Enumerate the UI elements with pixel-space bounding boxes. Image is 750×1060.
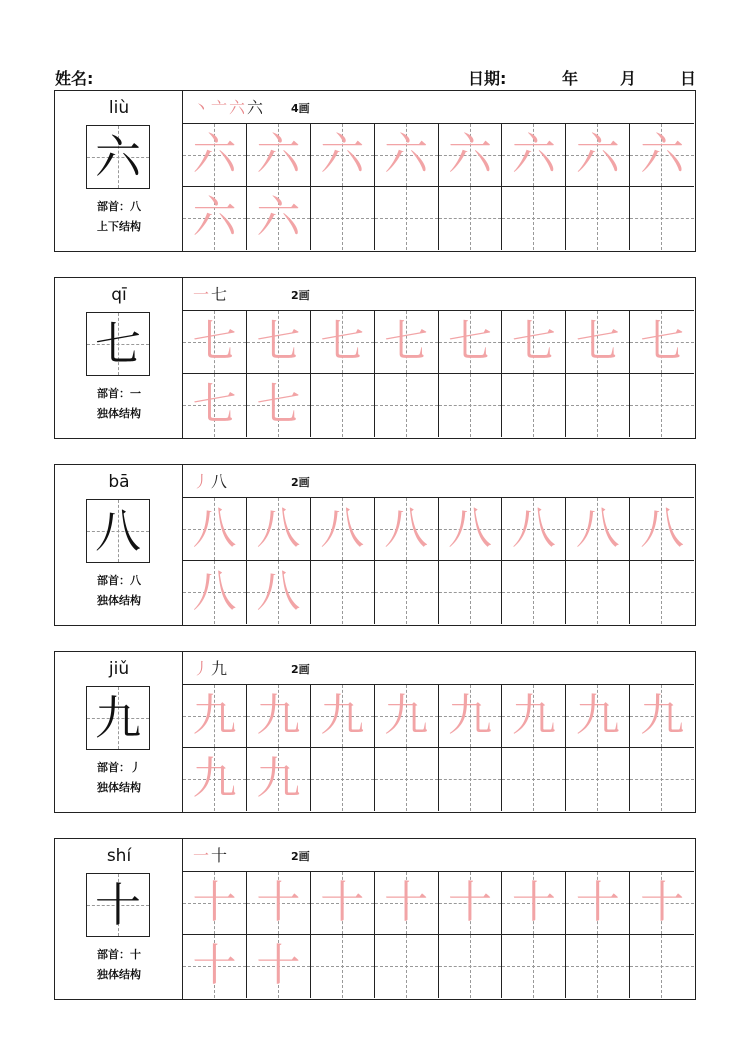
model-character: 十: [95, 878, 141, 932]
stroke-sequence: [193, 656, 229, 679]
structure-label: 独体结构: [97, 781, 141, 794]
trace-character: 七: [256, 316, 301, 367]
stroke-count: 4画: [291, 102, 310, 115]
practice-cell[interactable]: [375, 187, 439, 250]
radical-label: 部首：八: [97, 200, 141, 213]
practice-grid: [183, 124, 694, 250]
practice-cell[interactable]: [375, 935, 439, 998]
practice-cell[interactable]: [439, 872, 503, 935]
practice-cell[interactable]: [439, 374, 503, 437]
stroke-step: 十: [211, 846, 230, 865]
practice-cell[interactable]: [247, 187, 311, 250]
practice-cell[interactable]: [439, 935, 503, 998]
stroke-step: 亠: [211, 98, 230, 117]
stroke-step: 七: [211, 285, 230, 304]
trace-character: 十: [511, 877, 556, 928]
practice-cell[interactable]: [566, 187, 630, 250]
practice-row: [183, 124, 694, 187]
practice-cell[interactable]: [375, 374, 439, 437]
practice-cell[interactable]: [247, 685, 311, 748]
structure-label: 独体结构: [97, 594, 141, 607]
radical-label: 部首：十: [97, 948, 141, 961]
character-info: [55, 839, 183, 999]
practice-cell[interactable]: [311, 561, 375, 624]
stroke-order-row: [183, 839, 694, 872]
practice-cell[interactable]: [630, 374, 694, 437]
pinyin: liù: [108, 98, 130, 118]
trace-character: 八: [256, 566, 301, 617]
practice-cell[interactable]: [375, 872, 439, 935]
trace-character: 六: [640, 129, 685, 180]
practice-row: [183, 311, 694, 374]
trace-character: 六: [256, 129, 301, 180]
practice-row: [183, 748, 694, 811]
guide-line-vertical: [661, 748, 662, 811]
character-block: [54, 464, 696, 626]
practice-grid: [183, 685, 694, 811]
trace-character: 十: [384, 877, 429, 928]
practice-cell[interactable]: [183, 187, 247, 250]
practice-cell[interactable]: [439, 498, 503, 561]
model-character: 八: [95, 504, 141, 558]
practice-row: [183, 685, 694, 748]
stroke-count: 2画: [291, 476, 310, 489]
model-character-box: [86, 312, 150, 376]
practice-cell[interactable]: [183, 498, 247, 561]
character-block: [54, 90, 696, 252]
guide-line-vertical: [342, 187, 343, 250]
practice-cell[interactable]: [247, 561, 311, 624]
practice-grid: [183, 872, 694, 998]
radical-label: 部首：丿: [97, 761, 141, 774]
stroke-step: 八: [211, 472, 230, 491]
guide-line-vertical: [661, 374, 662, 437]
radical-label: 部首：一: [97, 387, 141, 400]
guide-line-vertical: [470, 935, 471, 998]
character-block: [54, 651, 696, 813]
trace-character: 六: [320, 129, 365, 180]
stroke-step: 六: [247, 98, 266, 117]
stroke-step: 一: [193, 846, 212, 865]
practice-cell[interactable]: [311, 187, 375, 250]
practice-cell[interactable]: [566, 124, 630, 187]
month-label: 月: [620, 69, 637, 88]
guide-line-vertical: [661, 561, 662, 624]
trace-character: 九: [192, 753, 237, 804]
practice-cell[interactable]: [311, 124, 375, 187]
trace-character: 十: [192, 877, 237, 928]
trace-character: 九: [640, 690, 685, 741]
model-character: 九: [95, 691, 141, 745]
guide-line-vertical: [470, 561, 471, 624]
practice-grid: [183, 498, 694, 624]
pinyin: qī: [111, 285, 127, 305]
practice-cell[interactable]: [183, 935, 247, 998]
practice-cell[interactable]: [311, 872, 375, 935]
trace-character: 八: [511, 503, 556, 554]
practice-grid: [183, 311, 694, 437]
guide-line-vertical: [342, 561, 343, 624]
trace-character: 八: [640, 503, 685, 554]
stroke-order-row: [183, 652, 694, 685]
guide-line-vertical: [597, 374, 598, 437]
practice-cell[interactable]: [247, 311, 311, 374]
stroke-step: 丶: [193, 98, 212, 117]
practice-cell[interactable]: [566, 748, 630, 811]
practice-cell[interactable]: [439, 748, 503, 811]
trace-character: 九: [320, 690, 365, 741]
pinyin: shí: [106, 846, 132, 866]
practice-cell[interactable]: [183, 561, 247, 624]
practice-cell[interactable]: [311, 374, 375, 437]
guide-line-vertical: [406, 935, 407, 998]
practice-cell[interactable]: [566, 498, 630, 561]
practice-cell[interactable]: [247, 872, 311, 935]
practice-cell[interactable]: [502, 872, 566, 935]
practice-cell[interactable]: [566, 935, 630, 998]
trace-character: 九: [256, 690, 301, 741]
stroke-step: 一: [193, 285, 212, 304]
stroke-order-row: [183, 278, 694, 311]
practice-cell[interactable]: [630, 561, 694, 624]
stroke-sequence: [193, 95, 265, 118]
trace-character: 七: [447, 316, 492, 367]
trace-character: 八: [384, 503, 429, 554]
practice-row: [183, 935, 694, 998]
trace-character: 八: [192, 566, 237, 617]
practice-cell[interactable]: [247, 124, 311, 187]
practice-cell[interactable]: [439, 685, 503, 748]
stroke-step: 丿: [193, 472, 212, 491]
practice-cell[interactable]: [630, 124, 694, 187]
practice-cell[interactable]: [502, 935, 566, 998]
guide-line-vertical: [470, 374, 471, 437]
stroke-count: 2画: [291, 663, 310, 676]
trace-character: 九: [192, 690, 237, 741]
practice-cell[interactable]: [566, 374, 630, 437]
practice-cell[interactable]: [183, 872, 247, 935]
model-character: 六: [95, 130, 141, 184]
trace-character: 七: [384, 316, 429, 367]
trace-character: 八: [447, 503, 492, 554]
model-character-box: [86, 125, 150, 189]
practice-cell[interactable]: [247, 374, 311, 437]
model-character-box: [86, 499, 150, 563]
practice-row: [183, 872, 694, 935]
guide-line-vertical: [470, 187, 471, 250]
character-block: [54, 838, 696, 1000]
practice-cell[interactable]: [183, 124, 247, 187]
character-info: [55, 278, 183, 438]
practice-cell[interactable]: [183, 748, 247, 811]
guide-line-vertical: [342, 748, 343, 811]
practice-cell[interactable]: [375, 311, 439, 374]
practice-cell[interactable]: [183, 311, 247, 374]
trace-character: 七: [575, 316, 620, 367]
guide-line-vertical: [597, 561, 598, 624]
stroke-sequence: [193, 469, 229, 492]
trace-character: 十: [192, 940, 237, 991]
practice-cell[interactable]: [311, 311, 375, 374]
trace-character: 六: [384, 129, 429, 180]
guide-line-vertical: [342, 935, 343, 998]
trace-character: 七: [511, 316, 556, 367]
trace-character: 六: [192, 129, 237, 180]
guide-line-vertical: [342, 374, 343, 437]
practice-cell[interactable]: [183, 685, 247, 748]
practice-cell[interactable]: [375, 498, 439, 561]
trace-character: 七: [640, 316, 685, 367]
practice-cell[interactable]: [630, 935, 694, 998]
stroke-order-row: [183, 91, 694, 124]
practice-cell[interactable]: [502, 498, 566, 561]
guide-line-vertical: [406, 561, 407, 624]
guide-line-vertical: [533, 187, 534, 250]
trace-character: 七: [192, 379, 237, 430]
practice-cell[interactable]: [311, 498, 375, 561]
guide-line-vertical: [533, 374, 534, 437]
practice-cell[interactable]: [439, 311, 503, 374]
pinyin: jiǔ: [108, 659, 130, 679]
practice-cell[interactable]: [502, 124, 566, 187]
trace-character: 八: [192, 503, 237, 554]
trace-character: 十: [256, 877, 301, 928]
trace-character: 九: [575, 690, 620, 741]
practice-cell[interactable]: [375, 124, 439, 187]
practice-row: [183, 561, 694, 624]
stroke-sequence: [193, 282, 229, 305]
practice-cell[interactable]: [247, 498, 311, 561]
trace-character: 十: [575, 877, 620, 928]
guide-line-vertical: [406, 748, 407, 811]
date-label: 日期:: [468, 69, 507, 88]
model-character-box: [86, 686, 150, 750]
guide-line-vertical: [470, 748, 471, 811]
practice-cell[interactable]: [502, 311, 566, 374]
name-label: 姓名:: [55, 69, 94, 88]
practice-cell[interactable]: [502, 561, 566, 624]
stroke-step: 丿: [193, 659, 212, 678]
character-info: [55, 465, 183, 625]
practice-row: [183, 187, 694, 250]
practice-cell[interactable]: [630, 187, 694, 250]
practice-row: [183, 498, 694, 561]
trace-character: 十: [256, 940, 301, 991]
practice-cell[interactable]: [375, 561, 439, 624]
practice-cell[interactable]: [566, 872, 630, 935]
character-info: [55, 91, 183, 251]
radical-label: 部首：八: [97, 574, 141, 587]
model-character-box: [86, 873, 150, 937]
trace-character: 十: [447, 877, 492, 928]
structure-label: 上下结构: [97, 220, 141, 233]
stroke-step: 九: [211, 659, 230, 678]
practice-row: [183, 374, 694, 437]
practice-cell[interactable]: [247, 935, 311, 998]
structure-label: 独体结构: [97, 407, 141, 420]
guide-line-vertical: [533, 748, 534, 811]
trace-character: 七: [192, 316, 237, 367]
day-label: 日: [680, 69, 697, 88]
practice-cell[interactable]: [566, 685, 630, 748]
trace-character: 六: [447, 129, 492, 180]
trace-character: 六: [511, 129, 556, 180]
trace-character: 九: [511, 690, 556, 741]
structure-label: 独体结构: [97, 968, 141, 981]
trace-character: 八: [320, 503, 365, 554]
trace-character: 六: [575, 129, 620, 180]
stroke-order-row: [183, 465, 694, 498]
guide-line-vertical: [597, 748, 598, 811]
practice-cell[interactable]: [502, 374, 566, 437]
trace-character: 九: [256, 753, 301, 804]
practice-cell[interactable]: [566, 311, 630, 374]
practice-cell[interactable]: [247, 748, 311, 811]
practice-cell[interactable]: [375, 748, 439, 811]
stroke-count: 2画: [291, 850, 310, 863]
guide-line-vertical: [597, 935, 598, 998]
trace-character: 六: [192, 192, 237, 243]
stroke-sequence: [193, 843, 229, 866]
trace-character: 十: [640, 877, 685, 928]
trace-character: 八: [256, 503, 301, 554]
guide-line-vertical: [406, 187, 407, 250]
trace-character: 七: [256, 379, 301, 430]
practice-cell[interactable]: [439, 124, 503, 187]
practice-cell[interactable]: [311, 685, 375, 748]
guide-line-vertical: [533, 561, 534, 624]
trace-character: 九: [384, 690, 429, 741]
stroke-step: 六: [229, 98, 248, 117]
practice-cell[interactable]: [502, 748, 566, 811]
practice-cell[interactable]: [439, 187, 503, 250]
trace-character: 七: [320, 316, 365, 367]
model-character: 七: [95, 317, 141, 371]
trace-character: 八: [575, 503, 620, 554]
stroke-count: 2画: [291, 289, 310, 302]
practice-cell[interactable]: [566, 561, 630, 624]
practice-cell[interactable]: [311, 935, 375, 998]
practice-cell[interactable]: [311, 748, 375, 811]
trace-character: 六: [256, 192, 301, 243]
guide-line-vertical: [597, 187, 598, 250]
pinyin: bā: [108, 472, 130, 492]
practice-cell[interactable]: [630, 748, 694, 811]
practice-cell[interactable]: [630, 872, 694, 935]
guide-line-vertical: [661, 935, 662, 998]
character-block: [54, 277, 696, 439]
practice-cell[interactable]: [439, 561, 503, 624]
practice-cell[interactable]: [630, 311, 694, 374]
guide-line-vertical: [661, 187, 662, 250]
practice-cell[interactable]: [183, 374, 247, 437]
practice-cell[interactable]: [630, 685, 694, 748]
character-info: [55, 652, 183, 812]
practice-cell[interactable]: [502, 685, 566, 748]
guide-line-vertical: [533, 935, 534, 998]
practice-cell[interactable]: [630, 498, 694, 561]
trace-character: 九: [447, 690, 492, 741]
trace-character: 十: [320, 877, 365, 928]
practice-cell[interactable]: [502, 187, 566, 250]
practice-cell[interactable]: [375, 685, 439, 748]
guide-line-vertical: [406, 374, 407, 437]
year-label: 年: [562, 69, 579, 88]
